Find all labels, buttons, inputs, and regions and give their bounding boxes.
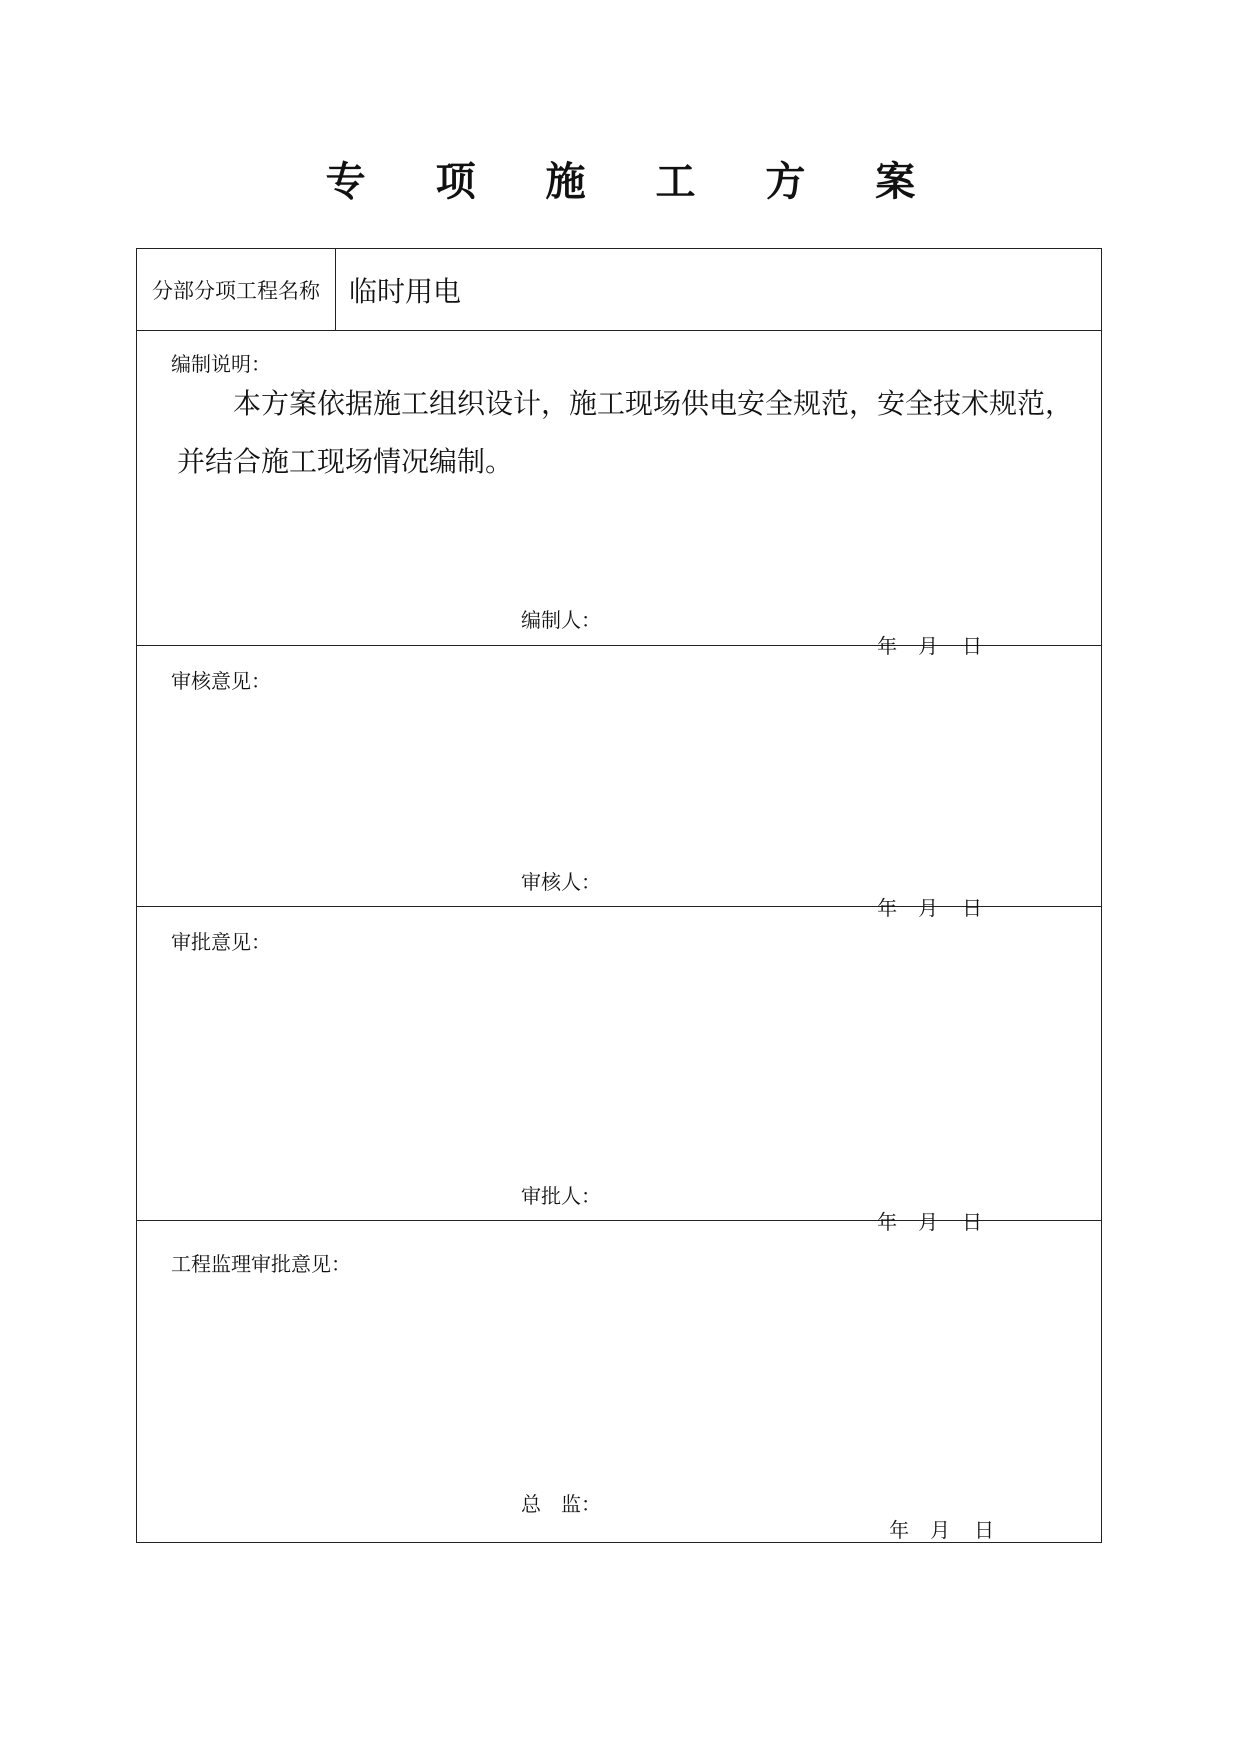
- compilation-section: [137, 331, 1101, 658]
- compilation-label: 编制说明：: [171, 352, 271, 376]
- project-name-row: [137, 249, 1101, 331]
- date-month: 月: [918, 896, 939, 920]
- approval-label: 审批意见：: [171, 930, 271, 954]
- date-day: 日: [962, 1210, 983, 1234]
- review-label: 审核意见：: [171, 669, 271, 693]
- date-year: 年: [889, 1518, 910, 1542]
- project-name-label: 分部分项工程名称: [137, 249, 336, 330]
- page-title: 专 项 施 工 方 案: [325, 158, 944, 205]
- reviewer-signature-label: 审核人：: [521, 870, 601, 894]
- review-section: [137, 646, 1101, 920]
- compiler-signature-label: 编制人：: [521, 608, 601, 632]
- approver-signature-label: 审批人：: [521, 1184, 601, 1208]
- date-year: 年: [877, 1210, 898, 1234]
- date-year: 年: [877, 634, 898, 658]
- date-day: 日: [962, 896, 983, 920]
- plan-form: [136, 248, 1102, 1543]
- date-month: 月: [930, 1518, 951, 1542]
- chief-supervisor-signature-label: 总 监：: [521, 1492, 601, 1516]
- supervision-label: 工程监理审批意见：: [171, 1252, 351, 1276]
- supervision-section: [137, 1221, 1101, 1544]
- date-month: 月: [918, 1210, 939, 1234]
- date-month: 月: [918, 634, 939, 658]
- date-day: 日: [962, 634, 983, 658]
- supervision-date: [851, 1491, 994, 1569]
- project-name-value[interactable]: 临时用电: [349, 274, 462, 308]
- compilation-body[interactable]: 本方案依据施工组织设计，施工现场供电安全规范，安全技术规范，并结合施工现场情况编制。: [177, 387, 1074, 478]
- date-year: 年: [877, 896, 898, 920]
- date-day: 日: [974, 1518, 995, 1542]
- approval-section: [137, 907, 1101, 1234]
